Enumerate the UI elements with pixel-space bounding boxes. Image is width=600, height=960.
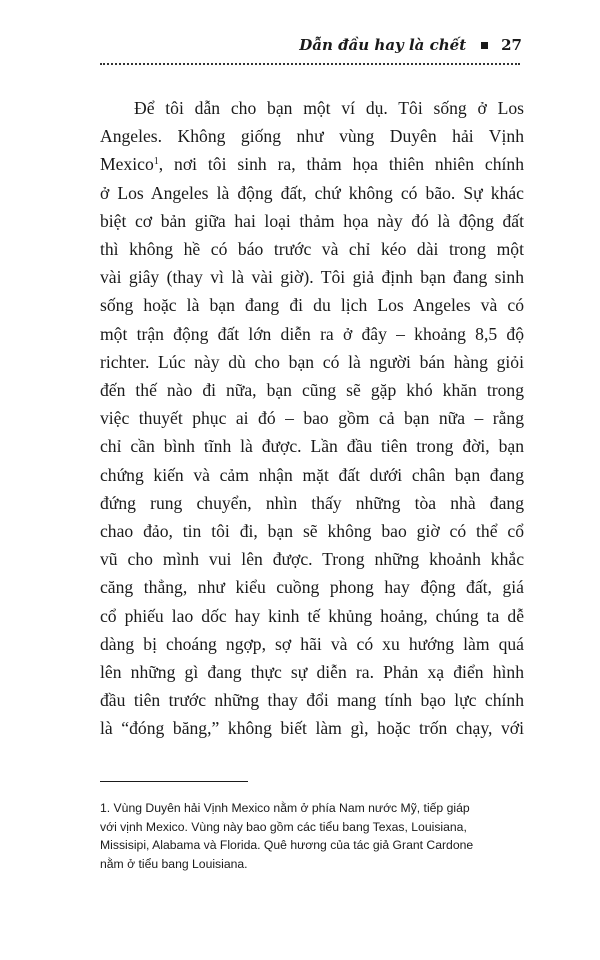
text-line: một trận động đất lớn diễn ra ở đây – khoảng 8,5 độ <box>100 323 524 344</box>
text-line: đứng rung chuyển, nhìn thấy những tòa nhà đang <box>100 492 524 513</box>
text-line: vài giây (thay vì là vài giờ). Tôi giả định bạn đang sinh <box>100 267 524 288</box>
footnote-line: 1. Vùng Duyên hải Vịnh Mexico nằm ở phía Nam nước Mỹ, tiếp giáp <box>100 801 470 815</box>
footnote-separator <box>100 781 248 782</box>
text-line: Để tôi dẫn cho bạn một ví dụ. Tôi sống ở Los <box>134 98 524 118</box>
text-segment: Mexico <box>100 154 154 175</box>
text-line: vũ cho mình vui lên được. Trong những khoảnh khắc <box>100 549 524 570</box>
footnote-line: Missisipi, Alabama và Florida. Quê hương của tác giả Grant Cardone <box>100 838 474 853</box>
text-segment: , nơi tôi sinh ra, thảm họa thiên nhiên chính <box>158 154 524 175</box>
text-line: sống hoặc là bạn đang đi du lịch Los Angeles và có <box>100 295 524 316</box>
running-title: Dẫn đầu hay là chết <box>299 36 467 54</box>
text-line: richter. Lúc này dù cho bạn có là người bán hàng giỏi <box>100 351 524 372</box>
text-line: đầu tiên trước những thay đổi mang tính bạo lực chính <box>100 690 524 711</box>
text-line: thì không hề có báo trước và chỉ kéo dài trong một <box>100 239 524 260</box>
text-line: căng thẳng, như kiểu cuồng phong hay động đất, giá <box>100 577 524 598</box>
text-line: cổ phiếu lao dốc hay kinh tế khủng hoảng, chúng ta dễ <box>100 605 524 626</box>
footnote <box>100 799 525 873</box>
text-line <box>100 150 524 178</box>
text-line: biệt cơ bản giữa hai loại thảm họa này đó là động đất <box>100 210 524 231</box>
text-line: đến thế nào đi nữa, bạn cũng sẽ gặp khó khăn trong <box>100 380 524 401</box>
page-number: 27 <box>501 36 522 54</box>
footnote-reference: 1 <box>153 156 159 168</box>
text-line: việc thuyết phục ai đó – bao gồm cả bạn nữa – rằng <box>100 408 524 429</box>
text-line: chứng kiến và cảm nhận mặt đất dưới chân bạn đang <box>100 464 524 485</box>
text-line: chỉ cần bình tĩnh là được. Lần đầu tiên trong đời, bạn <box>100 436 524 457</box>
footnote-line: nằm ở tiểu bang Louisiana. <box>100 856 248 871</box>
running-header <box>299 36 522 54</box>
square-bullet-icon <box>481 42 488 49</box>
footnote-line: với vịnh Mexico. Vùng này bao gồm các tiểu bang Texas, Louisiana, <box>100 819 467 834</box>
text-line: dàng bị choáng ngợp, sợ hãi và có xu hướng làm quá <box>100 633 524 654</box>
text-line: ở Los Angeles là động đất, chứ không có bão. Sự khác <box>100 182 524 203</box>
body-paragraph <box>100 94 524 743</box>
text-line: là “đóng băng,” không biết làm gì, hoặc trốn chạy, với <box>100 718 524 739</box>
text-line: lên những gì đang thực sự diễn ra. Phản xạ điển hình <box>100 662 524 683</box>
text-line: chao đảo, tin tôi đi, bạn sẽ không bao giờ có thể cổ <box>100 521 524 542</box>
header-dotted-rule <box>100 63 520 65</box>
text-line: Angeles. Không giống như vùng Duyên hải Vịnh <box>100 126 524 147</box>
